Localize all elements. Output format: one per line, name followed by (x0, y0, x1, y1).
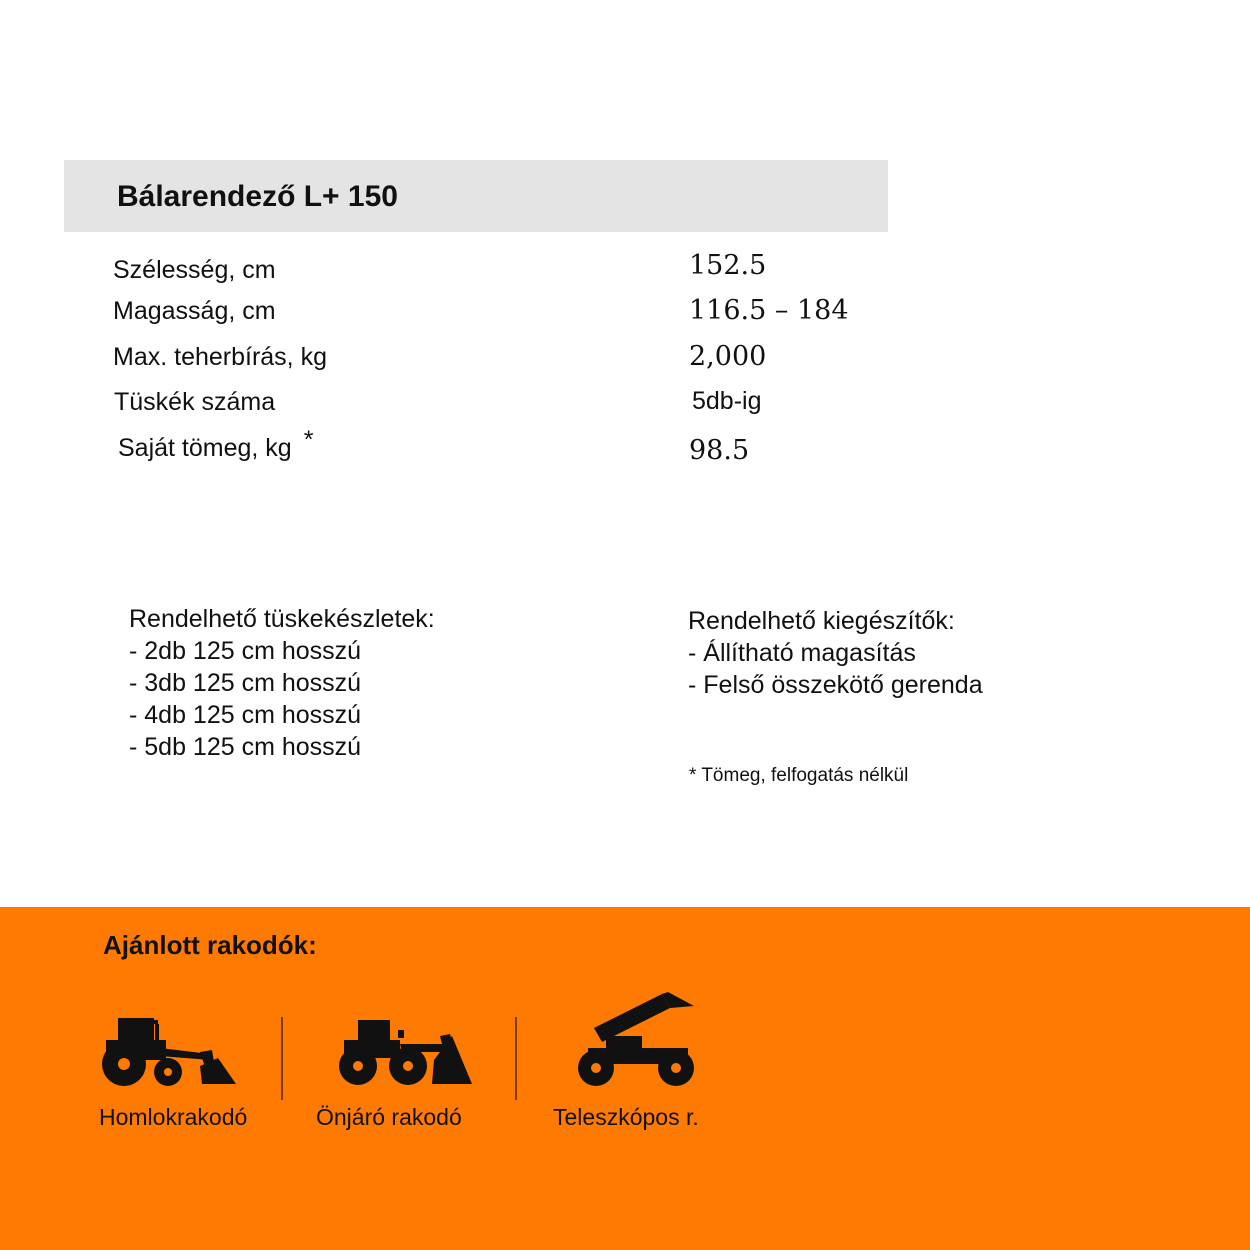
spec-label-weight (118, 426, 314, 463)
loader-label-telescopic: Teleszkópos r. (553, 1104, 699, 1130)
list-item: - 5db 125 cm hosszú (129, 733, 362, 761)
wheel-loader-icon (336, 1016, 474, 1088)
list-item: - 2db 125 cm hosszú (129, 637, 362, 665)
loader-label-front: Homlokrakodó (99, 1104, 248, 1130)
spec-value-width: 152.5 (689, 250, 767, 281)
divider (515, 1017, 517, 1100)
list-item: - Állítható magasítás (688, 639, 916, 667)
list-item: - Felső összekötő gerenda (688, 671, 983, 699)
front-loader-tractor-icon (100, 1012, 240, 1090)
spike-sets-heading: Rendelhető tüskekészletek: (129, 605, 435, 633)
product-title: Bálarendező L+ 150 (117, 180, 398, 213)
accessories-heading: Rendelhető kiegészítők: (688, 607, 955, 635)
loader-label-wheel: Önjáró rakodó (316, 1104, 462, 1130)
spec-label-weight-text: Saját tömeg, kg (118, 434, 292, 462)
spec-value-spikes: 5db-ig (692, 387, 762, 415)
spec-value-capacity: 2,000 (689, 341, 767, 372)
spec-label-capacity: Max. teherbírás, kg (113, 343, 327, 371)
divider (281, 1017, 283, 1100)
asterisk-marker: * (303, 426, 314, 454)
footnote: * Tömeg, felfogatás nélkül (689, 765, 909, 786)
spec-label-width: Szélesség, cm (113, 256, 276, 284)
spec-value-height: 116.5 – 184 (689, 295, 849, 326)
loaders-heading: Ajánlott rakodók: (103, 930, 317, 960)
spec-value-weight: 98.5 (689, 435, 750, 466)
spec-label-height: Magasság, cm (113, 297, 276, 325)
telehandler-icon (576, 992, 700, 1088)
spike-sets-list (129, 603, 435, 763)
list-item: - 3db 125 cm hosszú (129, 669, 362, 697)
accessories-list (688, 605, 983, 701)
list-item: - 4db 125 cm hosszú (129, 701, 362, 729)
spec-label-spikes: Tüskék száma (114, 388, 276, 416)
